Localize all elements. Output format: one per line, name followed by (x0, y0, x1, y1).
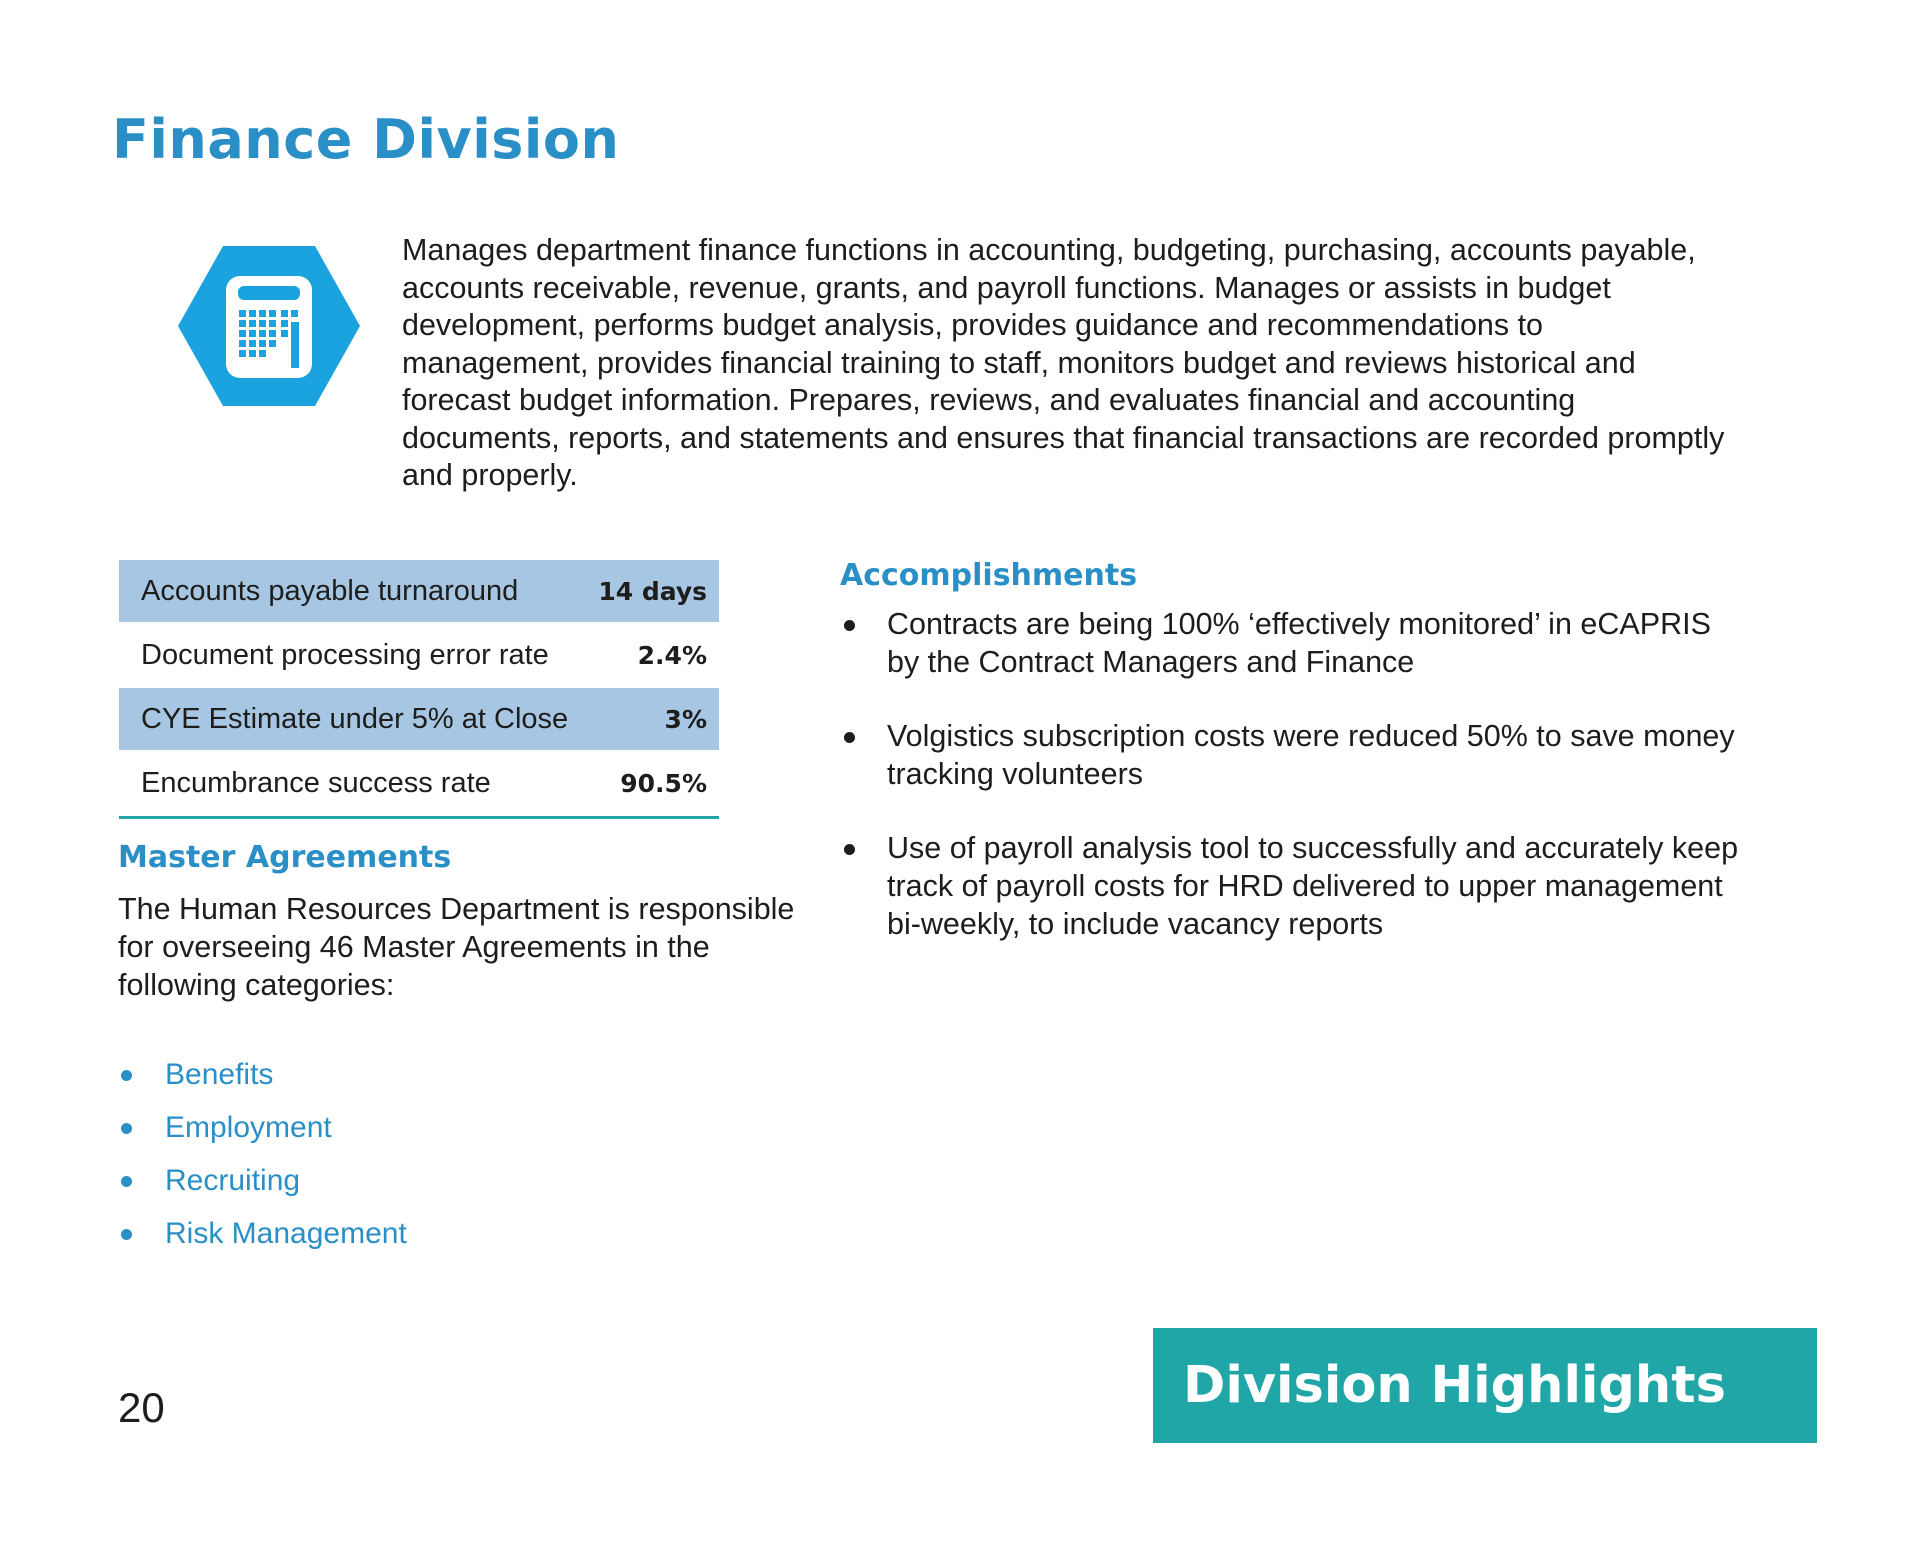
list-item (840, 717, 1740, 793)
list-item (118, 1055, 407, 1095)
division-highlights-banner (1153, 1328, 1817, 1443)
metric-label: Document processing error rate (141, 638, 549, 671)
list-item (118, 1214, 407, 1254)
bullet-icon (121, 1229, 132, 1240)
metric-value: 14 days (598, 576, 707, 606)
list-item (840, 829, 1740, 943)
category-label: Risk Management (165, 1217, 407, 1250)
page-title: Finance Division (112, 108, 620, 171)
page-number: 20 (118, 1384, 165, 1431)
accomplishment-text: Volgistics subscription costs were reduced 50% to save money tracking volunteers (887, 719, 1735, 791)
metric-row (119, 624, 719, 686)
metric-value: 3% (664, 704, 707, 734)
list-item (118, 1161, 407, 1201)
master-agreements-heading: Master Agreements (118, 840, 452, 875)
accomplishment-text: Use of payroll analysis tool to successfully and accurately keep track of payroll costs for HRD delivered to upper management bi-weekly, to include vacancy reports (887, 831, 1739, 941)
bullet-icon (844, 732, 855, 743)
list-item (840, 605, 1740, 681)
metric-value: 90.5% (620, 768, 707, 798)
accomplishment-text: Contracts are being 100% ‘effectively monitored’ in eCAPRIS by the Contract Managers and Finance (887, 607, 1711, 679)
category-label: Benefits (165, 1058, 274, 1091)
master-agreements-text: The Human Resources Department is responsible for overseeing 46 Master Agreements in the following categories: (118, 892, 795, 1002)
metric-value: 2.4% (637, 640, 707, 670)
bullet-icon (844, 844, 855, 855)
metric-row (119, 560, 719, 622)
bullet-icon (121, 1176, 132, 1187)
category-label: Recruiting (165, 1164, 301, 1197)
bullet-icon (121, 1070, 132, 1081)
metric-label: CYE Estimate under 5% at Close (141, 702, 569, 735)
accomplishments-heading: Accomplishments (840, 558, 1138, 593)
category-label: Employment (165, 1111, 332, 1144)
bullet-icon (844, 620, 855, 631)
metric-label: Encumbrance success rate (141, 766, 491, 799)
category-list (118, 1055, 407, 1267)
metrics-table (119, 560, 719, 819)
list-item (118, 1108, 407, 1148)
metrics-divider (119, 816, 719, 819)
metric-label: Accounts payable turnaround (141, 574, 519, 607)
division-description: Manages department finance functions in accounting, budgeting, purchasing, accounts payable, accounts receivable, revenue, grants, and payroll functions. Manages or assists in budget development, performs budget analysis, provides guidance and recommendations to management, provides financial training to staff, monitors budget and reviews historical and forecast budget information. Prepares, reviews, and evaluates financial and accounting documents, reports, and statements and ensures that financial transactions are recorded promptly and properly. (402, 233, 1725, 492)
metric-row (119, 688, 719, 750)
bullet-icon (121, 1123, 132, 1134)
accomplishments-list (840, 605, 1740, 979)
banner-label: Division Highlights (1183, 1356, 1726, 1415)
metric-row (119, 752, 719, 814)
calculator-hexagon-icon (178, 246, 360, 406)
